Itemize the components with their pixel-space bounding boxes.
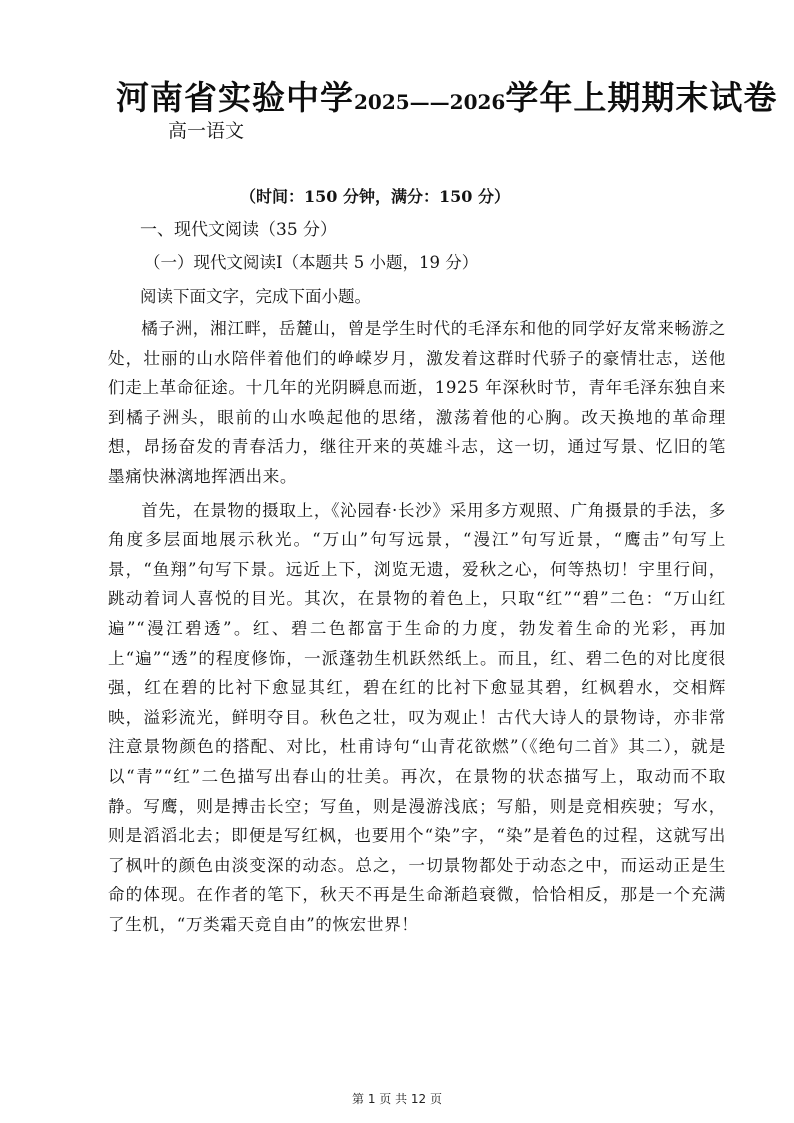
exam-title	[116, 72, 778, 119]
title-school: 河南省实验中学	[116, 78, 354, 117]
exam-time-score: （时间：150 分钟，满分：150 分）	[240, 187, 510, 206]
title-term: 学年上期期末试卷	[505, 78, 778, 117]
sub-section-heading: （一）现代文阅读Ⅰ（本题共 5 小题，19 分）	[144, 253, 479, 272]
reading-passage	[108, 314, 726, 943]
page-number: 第 1 页 共 12 页	[352, 1092, 442, 1106]
title-years: 2025——2026	[354, 90, 506, 114]
reading-instruction: 阅读下面文字，完成下面小题。	[140, 287, 371, 306]
section-heading: 一、现代文阅读（35 分）	[140, 220, 338, 240]
passage-paragraph-1: 橘子洲，湘江畔，岳麓山，曾是学生时代的毛泽东和他的同学好友常来畅游之处，壮丽的山水陪伴着他们的峥嵘岁月，激发着这群时代骄子的豪情壮志，送他们走上革命征途。十几年的光阴瞬息而逝，1925 年深秋时节，青年毛泽东独自来到橘子洲头，眼前的山水唤起他的思绪，激荡着他的心胸。改天换地的革命理想，昂扬奋发的青春活力，继往开来的英雄斗志，这一切，通过写景、忆旧的笔墨痛快淋漓地挥洒出来。	[108, 319, 726, 486]
passage-paragraph-2: 首先，在景物的摄取上，《沁园春·长沙》采用多方观照、广角摄景的手法，多角度多层面地展示秋光。“万山”句写远景，“漫江”句写近景，“鹰击”句写上景，“鱼翔”句写下景。远近上下，浏览无遗，爱秋之心，何等热切！宇里行间，跳动着词人喜悦的目光。其次，在景物的着色上，只取“红”“碧”二色：“万山红遍”“漫江碧透”。红、碧二色都富于生命的力度，勃发着生命的光彩，再加上“遍”“透”的程度修饰，一派蓬勃生机跃然纸上。而且，红、碧二色的对比度很强，红在碧的比衬下愈显其红，碧在红的比衬下愈显其碧，红枫碧水，交相辉映，溢彩流光，鲜明夺目。秋色之壮，叹为观止！古代大诗人的景物诗，亦非常注意景物颜色的搭配、对比，杜甫诗句“山青花欲燃”（《绝句二首》其二），就是以“青”“红”二色描写出春山的壮美。再次，在景物的状态描写上，取动而不取静。写鹰，则是搏击长空；写鱼，则是漫游浅底；写船，则是竞相疾驶；写水，则是滔滔北去；即便是写红枫，也要用个“染”字，“染”是着色的过程，这就写出了枫叶的颜色由淡变深的动态。总之，一切景物都处于动态之中，而运动正是生命的体现。在作者的笔下，秋天不再是生命渐趋衰微，恰恰相反，那是一个充满了生机，“万类霜天竞自由”的恢宏世界！	[108, 500, 726, 934]
subject-label: 高一语文	[168, 120, 245, 142]
